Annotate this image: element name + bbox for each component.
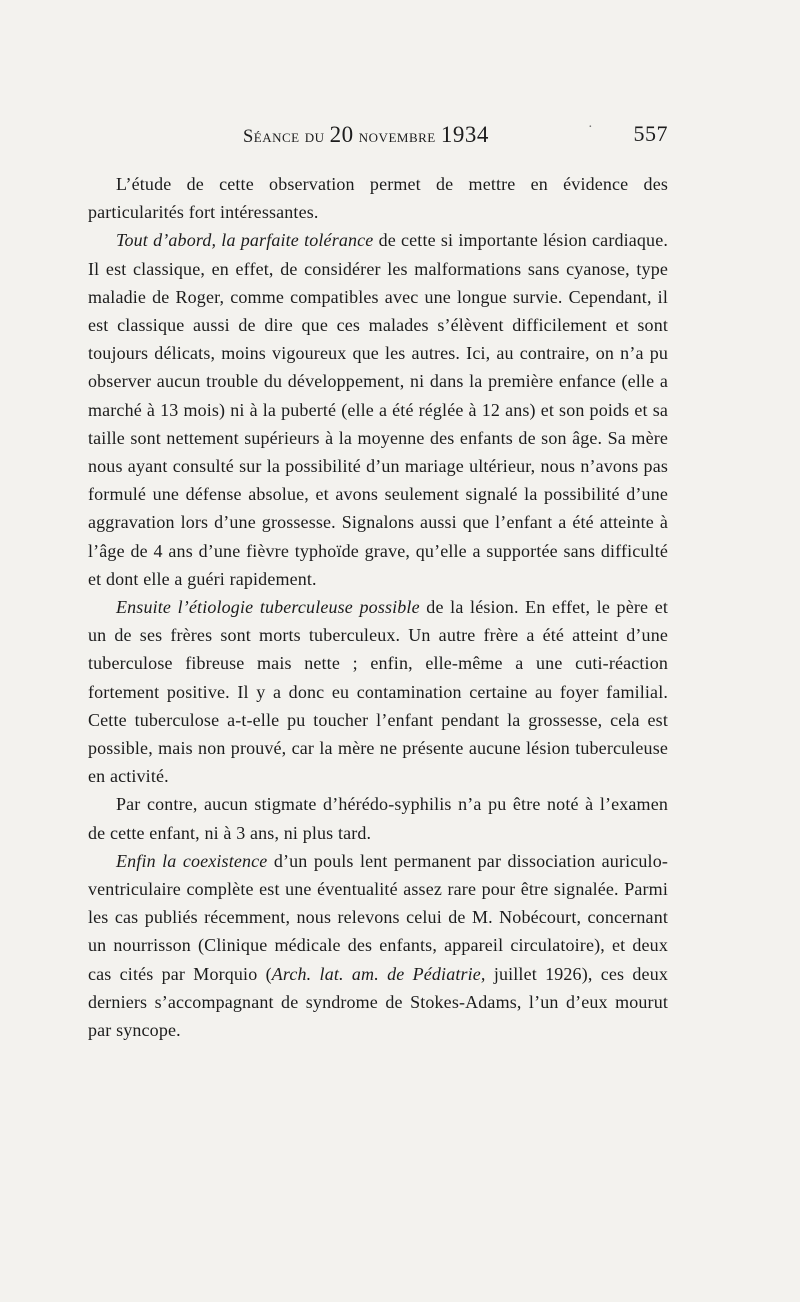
running-head-title (243, 122, 489, 148)
journal-citation: Arch. lat. am. de Pédiatrie, (271, 963, 486, 984)
running-head-title-part1: Séance du (243, 127, 330, 147)
text-run: juillet 1926), ces deux derniers s’accompagnant de syndrome de Stokes-Adams, l’un d’eux mourut par syncope. (88, 963, 668, 1041)
page-number: 557 (633, 121, 668, 146)
running-head-day: 20 (329, 122, 354, 147)
text-run: de cette si importante lésion cardiaque. Il est classique, en effet, de considérer les malformations sans cyanose, type maladie de Roger, comme compatibles avec une longue survie. Cependant, il est classique aussi de dire que ces malades s’élèvent difficilement et sont toujours délicats, moins vigoureux que les autres. Ici, au contraire, on n’a pu observer aucun trouble du développement, ni dans la première enfance (elle a marché à 13 mois) ni à la puberté (elle a été réglée à 12 ans) et son poids et sa taille sont nettement supérieurs à la moyenne des enfants de son âge. Sa mère nous ayant consulté sur la possibilité d’un mariage ultérieur, nous n’avons pas formulé une défense absolue, et avons seulement signalé la possibilité d’une aggravation lors d’une grossesse. Signalons aussi que l’enfant a été atteinte à l’âge de 4 ans d’une fièvre typhoïde grave, qu’elle a supportée sans difficulté et dont elle a guéri rapidement. (88, 230, 668, 589)
running-head-title-part2: novembre (353, 127, 441, 147)
text-run: L’étude de cette observation permet de mettre en évidence des particularités fort intéressantes. (88, 174, 668, 223)
italic-lead: Ensuite l’étiologie tuberculeuse possible (116, 597, 420, 618)
running-head-mark: · (588, 120, 594, 135)
running-head (88, 122, 668, 152)
text-run: Par contre, aucun stigmate d’hérédo-syphilis n’a pu être noté à l’examen de cette enfant, ni à 3 ans, ni plus tard. (88, 794, 668, 843)
italic-lead: Enfin la coexistence (116, 850, 268, 871)
paragraph (88, 226, 668, 593)
body-text (88, 170, 668, 1044)
paragraph (88, 847, 668, 1044)
paragraph (88, 170, 668, 226)
paragraph (88, 593, 668, 790)
italic-lead: Tout d’abord, la parfaite tolérance (116, 230, 374, 251)
text-run: de la lésion. En effet, le père et un de ses frères sont morts tuberculeux. Un autre frère a été atteint d’une tuberculose fibreuse mais nette ; enfin, elle-même a une cuti-réaction fortement positive. Il y a donc eu contamination certaine au foyer familial. Cette tuberculose a-t-elle pu toucher l’enfant pendant la grossesse, cela est possible, mais non prouvé, car la mère ne présente aucune lésion tuberculeuse en activité. (88, 597, 668, 787)
paragraph (88, 790, 668, 846)
running-head-year: 1934 (440, 122, 489, 147)
text-run: d’un pouls lent permanent par dissociation auriculo-ventriculaire complète est une éventualité assez rare pour être signalée. Parmi les cas publiés récemment, nous relevons celui de M. Nobécourt, concernant un nourrisson (Clinique médicale des enfants, appareil circulatoire), et deux cas cités par Morquio ( (88, 850, 668, 984)
